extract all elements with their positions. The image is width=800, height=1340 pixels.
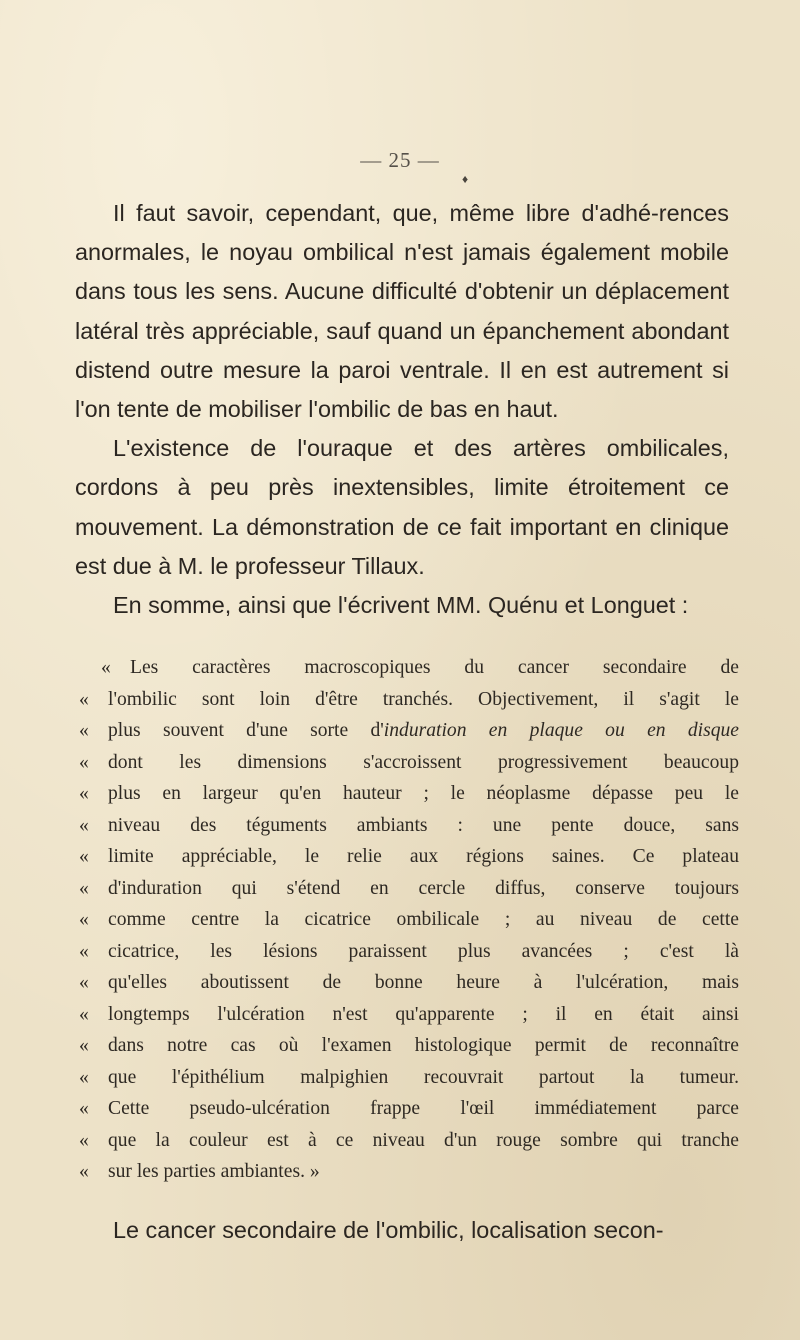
ink-speck-icon: ♦ xyxy=(462,172,469,186)
quote-mark: « xyxy=(79,720,89,741)
quote-line xyxy=(75,1093,739,1125)
closing-line: Le cancer secondaire de l'ombilic, localisation secon- xyxy=(113,1217,664,1243)
quote-line xyxy=(75,810,739,842)
quote-text: comme centre la cicatrice ombilicale ; au niveau de cette xyxy=(108,909,739,930)
quote-line-text xyxy=(108,810,739,842)
quote-line-text xyxy=(108,747,739,779)
quote-text: limite appréciable, le relie aux régions saines. Ce plateau xyxy=(108,846,739,867)
quote-text: sur les parties ambiantes. » xyxy=(108,1161,320,1182)
quote-line-text xyxy=(108,873,739,905)
quote-mark: « xyxy=(101,657,111,678)
quote-mark: « xyxy=(79,877,89,899)
main-text xyxy=(75,194,729,625)
quote-text: que l'épithélium malpighien recouvrait partout la tumeur. xyxy=(108,1066,739,1088)
quote-line xyxy=(75,778,739,810)
quote-mark: « xyxy=(79,1066,89,1088)
quote-mark: « xyxy=(79,1098,89,1119)
quote-line xyxy=(75,1030,739,1062)
quote-line-text xyxy=(130,652,739,684)
quote-mark: « xyxy=(79,1035,89,1056)
quote-line-text xyxy=(108,1030,739,1062)
quote-text: Cette pseudo-ulcération frappe l'œil immédiatement parce xyxy=(108,1098,739,1119)
quote-text: que la couleur est à ce niveau d'un rouge sombre qui tranche xyxy=(108,1129,739,1151)
quote-line xyxy=(75,873,739,905)
quote-line-text xyxy=(108,967,739,999)
quote-mark: « xyxy=(79,846,89,867)
quote-text: cicatrice, les lésions paraissent plus avancées ; c'est là xyxy=(108,940,739,962)
quote-line xyxy=(75,715,739,747)
quote-mark: « xyxy=(79,940,89,962)
quote-line xyxy=(75,652,739,684)
paragraph: En somme, ainsi que l'écrivent MM. Quénu et Longuet : xyxy=(113,592,689,619)
quote-text: plus souvent d'une sorte d' xyxy=(108,720,384,741)
quote-mark: « xyxy=(79,909,89,930)
quote-line-text xyxy=(108,999,739,1031)
quote-text: dont les dimensions s'accroissent progressivement beaucoup xyxy=(108,751,739,773)
quote-line-text xyxy=(108,684,739,716)
quote-line-text xyxy=(108,1156,739,1188)
quote-line-text xyxy=(108,841,739,873)
quote-text: l'ombilic sont loin d'être tranchés. Objectivement, il s'agit le xyxy=(108,688,739,710)
quote-line xyxy=(75,936,739,968)
paragraph: Il faut savoir, cependant, que, même libre d'adhé-rences anormales, le noyau ombilical n'est jamais également mobile dans tous les sens. Aucune difficulté d'obtenir un déplacement latéral très appréciable, sauf quand un épanchement abondant distend outre mesure la paroi ventrale. Il en est autrement si l'on tente de mobiliser l'ombilic de bas en haut. xyxy=(75,200,729,423)
quote-mark: « xyxy=(79,1161,89,1182)
quote-text: plus en largeur qu'en hauteur ; le néoplasme dépasse peu le xyxy=(108,783,739,804)
quote-line xyxy=(75,999,739,1031)
quote-line-text xyxy=(108,904,739,936)
quote-mark: « xyxy=(79,783,89,804)
quote-line xyxy=(75,684,739,716)
quote-line-text xyxy=(108,715,739,747)
quote-mark: « xyxy=(79,688,89,710)
quote-text: qu'elles aboutissent de bonne heure à l'ulcération, mais xyxy=(108,972,739,993)
quote-line-text xyxy=(108,1093,739,1125)
quote-mark: « xyxy=(79,1129,89,1151)
quote-line xyxy=(75,967,739,999)
quote-line xyxy=(75,1125,739,1157)
quote-italic-text: induration en plaque ou en disque xyxy=(383,720,739,741)
quote-line-text xyxy=(108,778,739,810)
quote-text: Les caractères macroscopiques du cancer secondaire de xyxy=(130,657,739,678)
quote-text: niveau des téguments ambiants : une pente douce, sans xyxy=(108,814,739,836)
quote-line-text xyxy=(108,936,739,968)
quote-mark: « xyxy=(79,972,89,993)
page-number: — 25 — xyxy=(360,148,440,172)
quote-line xyxy=(75,1156,739,1188)
quote-line xyxy=(75,841,739,873)
quote-text: longtemps l'ulcération n'est qu'apparente ; il en était ainsi xyxy=(108,1003,739,1025)
quote-mark: « xyxy=(79,814,89,836)
paragraph: L'existence de l'ouraque et des artères ombilicales, cordons à peu près inextensibles, limite étroitement ce mouvement. La démonstration de ce fait important en clinique est due à M. le professeur Tillaux. xyxy=(75,435,729,579)
quote-line-text xyxy=(108,1062,739,1094)
quote-line xyxy=(75,1062,739,1094)
block-quote xyxy=(75,652,739,1188)
quote-text: d'induration qui s'étend en cercle diffus, conserve toujours xyxy=(108,877,739,899)
quote-line xyxy=(75,747,739,779)
quote-mark: « xyxy=(79,1003,89,1025)
quote-mark: « xyxy=(79,751,89,773)
quote-text: dans notre cas où l'examen histologique permit de reconnaître xyxy=(108,1035,739,1056)
quote-line-text xyxy=(108,1125,739,1157)
quote-line xyxy=(75,904,739,936)
